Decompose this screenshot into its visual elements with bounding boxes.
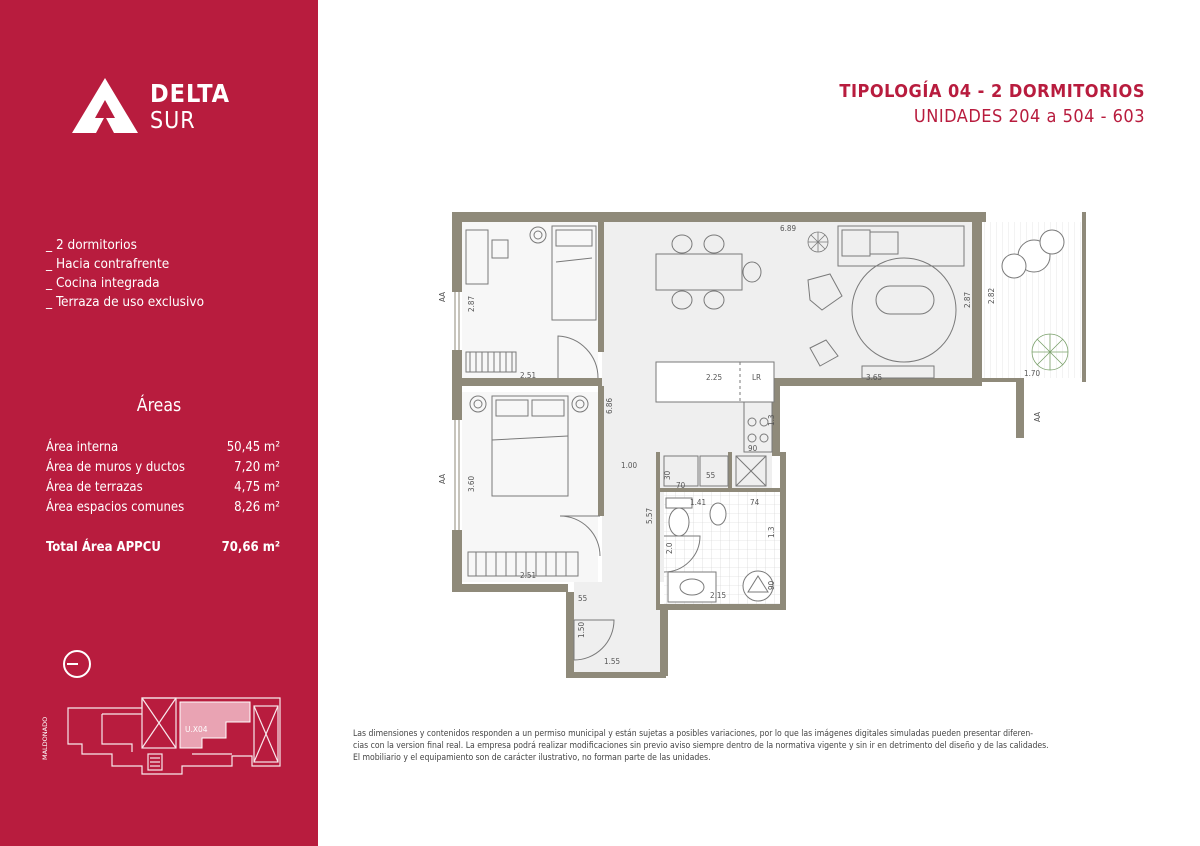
dim-label: 3.65 [866,373,883,382]
dim-label: 90 [767,580,776,590]
floor-plan [420,205,1120,689]
dim-label: 55 [706,471,716,480]
section-marker: AA [1033,411,1042,422]
feature-item: _ 2 dormitorios [46,236,204,255]
dim-label: 30 [663,470,672,480]
dim-label: 2.82 [987,287,996,304]
delta-logo-icon [70,78,140,134]
dim-label: 2.15 [710,591,727,600]
north-compass-icon [62,649,92,683]
typology-title: TIPOLOGÍA 04 - 2 DORMITORIOS [839,81,1145,102]
feature-item: _ Cocina integrada [46,274,204,293]
areas-title: Áreas [136,396,182,416]
brand-subname: SUR [150,108,196,134]
area-total-label: Total Área APPCU [46,540,161,555]
dim-label: 1.3 [767,414,776,426]
section-marker: AA [438,291,447,302]
area-label: Área de terrazas [46,480,143,495]
area-value: 8,26 m² [234,500,280,515]
dim-label: LR [752,373,762,382]
dim-label: 70 [676,481,686,490]
unit-label: U.X04 [185,725,208,734]
dim-label: 74 [750,498,760,507]
area-value: 4,75 m² [234,480,280,495]
dim-label: 2.87 [467,295,476,312]
brand-name: DELTA [150,79,231,108]
area-total-row [46,538,280,558]
area-total-value: 70,66 m² [221,540,280,555]
area-value: 50,45 m² [226,440,280,455]
dim-label: 5.57 [645,507,654,524]
area-value: 7,20 m² [234,460,280,475]
feature-item: _ Terraza de uso exclusivo [46,293,204,312]
disclaimer-line: Las dimensiones y contenidos responden a un permiso municipal y están sujetas a posibles variaciones, por lo que las imágenes digitales simuladas pueden presentar diferen- [353,729,1034,739]
dim-label: 1.00 [621,461,638,470]
dim-label: 6.89 [780,224,797,233]
disclaimer-line: El mobiliario y el equipamiento son de carácter ilustrativo, no forman parte de las unidades. [353,753,711,763]
area-label: Área espacios comunes [46,500,185,515]
dim-label: 2.51 [520,371,537,380]
area-label: Área interna [46,440,119,455]
dim-label: 55 [578,594,588,603]
sidebar [0,0,318,846]
dim-label: 6.86 [605,397,614,414]
dim-label: 2.0 [665,542,674,554]
dim-label: 1.41 [690,498,707,507]
area-label: Área de muros y ductos [46,460,185,475]
disclaimer-line: cias con la version final real. La empresa podrá realizar modificaciones sin previo aviso siempre dentro de la normativa vigente y sin ir en detrimento del diseño y de las calidades. [353,741,1049,751]
site-plan-map [42,694,292,782]
dim-label: 1.70 [1024,369,1041,378]
feature-item: _ Hacia contrafrente [46,255,204,274]
dim-label: 3.60 [467,475,476,492]
area-row [46,498,280,518]
dim-label: 1.3 [767,526,776,538]
area-row [46,458,280,478]
page-header [839,80,1145,130]
units-subtitle: UNIDADES 204 a 504 - 603 [913,106,1145,127]
dim-label: 2.25 [706,373,723,382]
dim-label: 1.55 [604,657,621,666]
street-label: MALDONADO [41,716,49,760]
dim-label: 90 [748,444,758,453]
disclaimer [353,728,1143,764]
dim-label: 2.87 [963,291,972,308]
areas-table [46,438,280,558]
dim-label: 1.50 [577,621,586,638]
features-list [46,236,204,312]
area-row [46,438,280,458]
section-marker: AA [438,473,447,484]
area-row [46,478,280,498]
dim-label: 2.51 [520,571,537,580]
